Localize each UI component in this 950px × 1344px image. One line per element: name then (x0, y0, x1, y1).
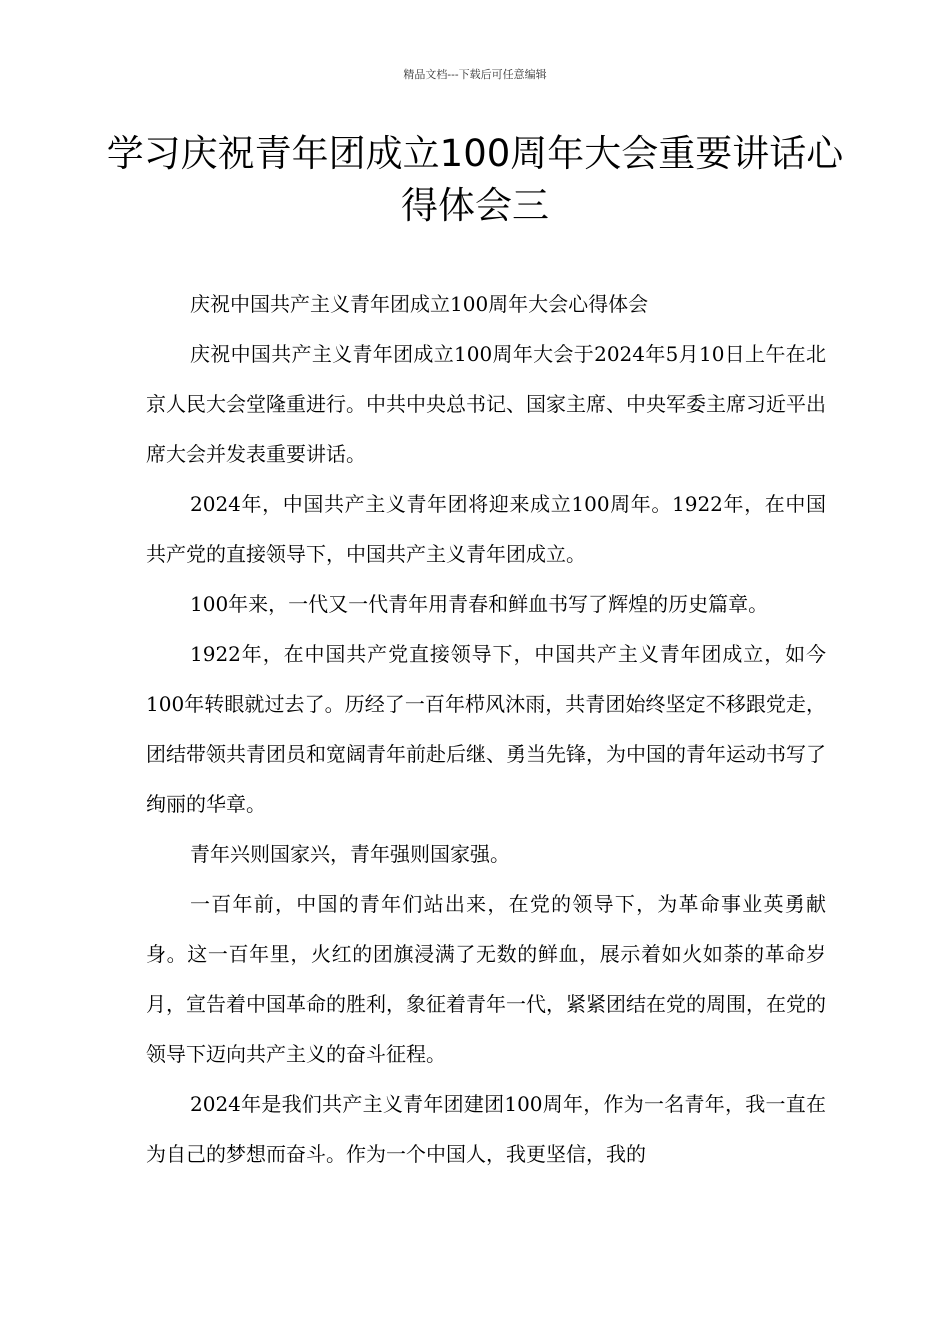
paragraph: 庆祝中国共产主义青年团成立100周年大会心得体会 (190, 292, 649, 316)
paragraph: 2024年是我们共产主义青年团建团100周年，作为一名青年，我一直在为自己的梦想而奋斗。作为一个中国人，我更坚信，我的 (146, 1092, 826, 1166)
paragraph: 2024年，中国共产主义青年团将迎来成立100周年。1922年，在中国共产党的直接领导下，中国共产主义青年团成立。 (146, 492, 826, 566)
paragraph: 100年来，一代又一代青年用青春和鲜血书写了辉煌的历史篇章。 (190, 592, 769, 616)
document-body (146, 279, 826, 1179)
paragraph: 庆祝中国共产主义青年团成立100周年大会于2024年5月10日上午在北京人民大会堂隆重进行。中共中央总书记、国家主席、中央军委主席习近平出席大会并发表重要讲话。 (146, 342, 826, 466)
paragraph: 一百年前，中国的青年们站出来，在党的领导下，为革命事业英勇献身。这一百年里，火红的团旗浸满了无数的鲜血，展示着如火如荼的革命岁月，宣告着中国革命的胜利，象征着青年一代，紧紧团结在党的周围，在党的领导下迈向共产主义的奋斗征程。 (146, 892, 826, 1066)
paragraph: 青年兴则国家兴，青年强则国家强。 (190, 842, 510, 866)
document-title: 学习庆祝青年团成立100周年大会重要讲话心得体会三 (106, 132, 844, 227)
paragraph: 1922年，在中国共产党直接领导下，中国共产主义青年团成立，如今100年转眼就过去了。历经了一百年栉风沐雨，共青团始终坚定不移跟党走，团结带领共青团员和宽阔青年前赴后继、勇当先锋，为中国的青年运动书写了绚丽的华章。 (146, 642, 826, 816)
header-note: 精品文档---下载后可任意编辑 (403, 68, 547, 81)
